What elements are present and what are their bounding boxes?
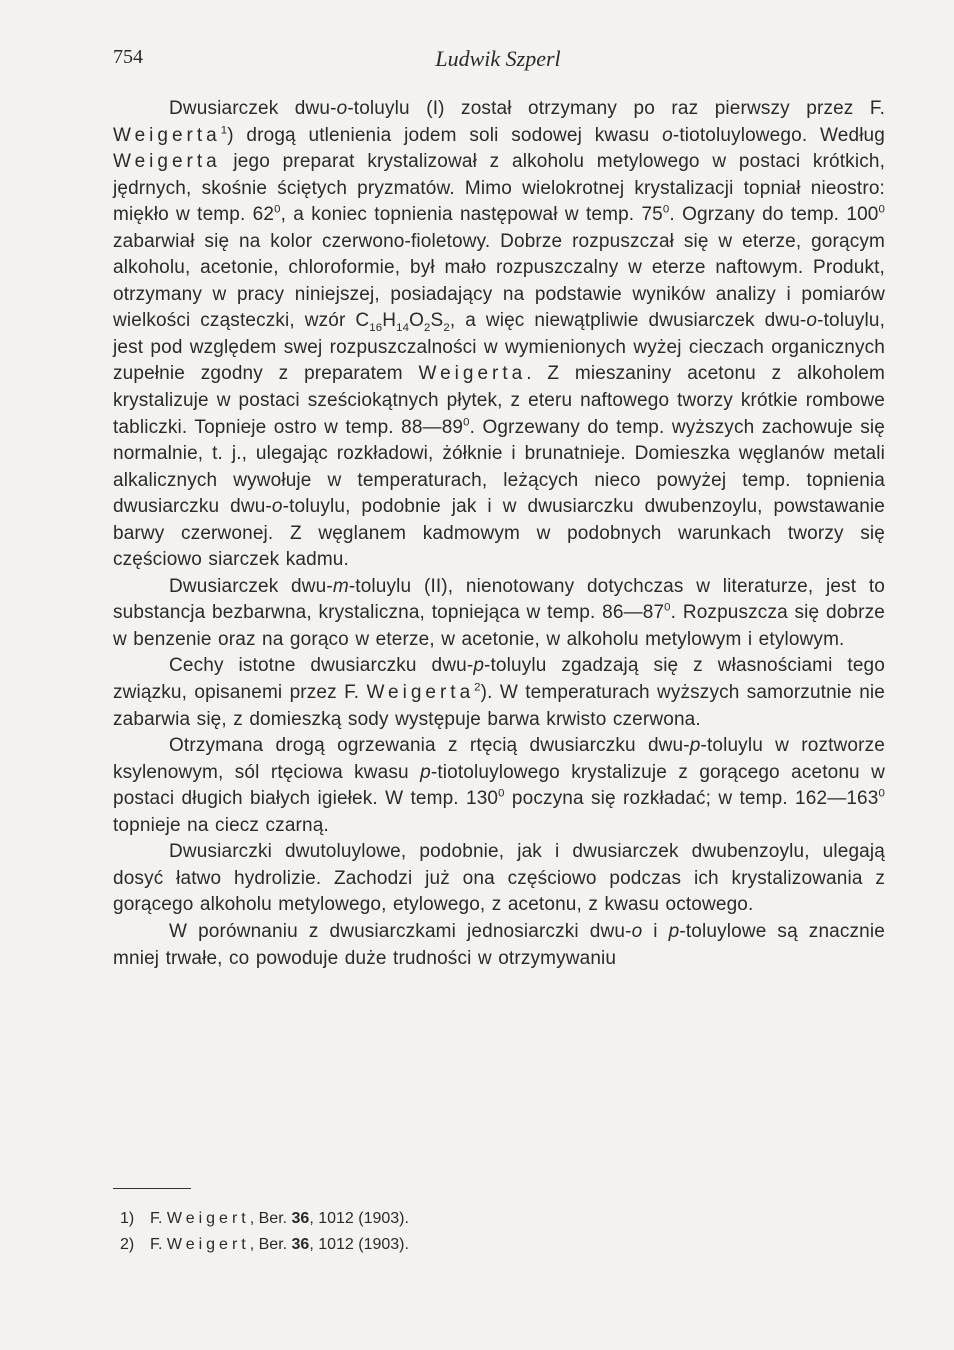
text-run: O	[409, 310, 425, 332]
text-run: topnieje na ciecz czarną.	[113, 814, 329, 836]
text-run: S	[430, 310, 444, 332]
page-header	[113, 46, 883, 76]
text-run: Weigerta	[366, 682, 475, 704]
text-run: poczyna się rozkładać; w temp. 162—163	[504, 788, 879, 810]
text-run: W porównaniu z dwusiarczkami jednosiarczki dwu-	[169, 920, 632, 942]
text-run: F.	[150, 1236, 167, 1253]
text-run: , Ber.	[249, 1236, 292, 1253]
text-run: 0	[878, 203, 885, 216]
text-run: , 1012 (1903).	[309, 1210, 409, 1227]
paragraph	[113, 839, 885, 919]
text-run: , Ber.	[249, 1210, 292, 1227]
text-run: -toluylowe są znacznie mniej trwałe, co powoduje duże trudności w otrzymywaniu	[113, 920, 885, 969]
text-run: -toluylu, podobnie jak i w dwusiarczku dwubenzoylu, powstawanie barwy czerwonej. Z węglanem kadmowym w podobnych warunkach tworzy się częściowo siarczek kadmu.	[113, 496, 886, 571]
text-run: F.	[150, 1210, 167, 1227]
page-number: 754	[113, 46, 143, 68]
text-run: p	[668, 920, 680, 942]
text-run: o	[271, 496, 283, 518]
body-text	[113, 96, 885, 972]
text-run: H	[382, 310, 397, 332]
text-run: o	[336, 98, 348, 119]
footnote	[120, 1232, 820, 1258]
text-run: 16	[369, 322, 383, 335]
footnotes	[120, 1206, 820, 1258]
text-run: o	[806, 310, 818, 332]
text-run: -toluylu (I) został otrzymany po raz pierwszy przez F.	[347, 98, 885, 119]
text-run: Weigert	[166, 1210, 250, 1227]
text-run: 0	[878, 787, 885, 800]
footnote-text	[150, 1236, 409, 1253]
paragraph	[113, 653, 885, 733]
text-run: 36	[291, 1210, 310, 1227]
text-run: 0	[463, 416, 470, 429]
footnote-divider	[113, 1188, 191, 1189]
text-run: -toluylu zgadzają się z własnościami tego związku, opisanemi przez F.	[113, 655, 885, 704]
text-run: 0	[498, 787, 505, 800]
text-run: Otrzymana drogą ogrzewania z rtęcią dwusiarczku dwu-	[169, 735, 690, 757]
paragraph	[113, 733, 885, 839]
text-run: i	[642, 920, 669, 942]
text-run: p	[473, 655, 485, 677]
text-run: 0	[274, 203, 281, 216]
footnote	[120, 1206, 820, 1232]
text-run: Dwusiarczek dwu-	[169, 575, 333, 597]
text-run: Weigerta	[113, 124, 221, 146]
text-run: -tiotoluylowego krystalizuje z gorącego acetonu w postaci długich białych igiełek. W temp. 130	[113, 761, 886, 810]
text-run: -toluylu w roztworze ksylenowym, sól rtęciowa kwasu	[113, 735, 885, 783]
running-title: Ludwik Szperl	[435, 46, 561, 71]
paragraph	[113, 96, 885, 574]
text-run: , 1012 (1903).	[309, 1236, 409, 1253]
paragraph	[113, 919, 885, 972]
text-run: 14	[396, 322, 410, 335]
text-run: m	[332, 575, 349, 597]
text-run: 0	[662, 203, 670, 216]
text-run: Dwusiarczek dwu-	[169, 98, 337, 119]
text-run: jego preparat krystalizował z alkoholu metylowego w postaci krótkich, jędrnych, skośnie ściętych pryzmatów. Mimo wielokrotnej krystalizacji topniał nieostro: miękło w temp. 62	[113, 151, 885, 226]
text-run: 36	[291, 1236, 310, 1253]
text-run: zabarwiał się na kolor czerwono-fioletowy. Dobrze rozpuszczał się w eterze, gorącym alkoholu, acetonie, chloroformie, był mało rozpuszczalny w eterze naftowym. Produkt, otrzymany w pracy niniejszej, posiadający na podstawie wyników analizy i pomiarów wielkości cząsteczki, wzór C	[113, 230, 885, 332]
text-run: -tiotoluylowego. Według	[672, 124, 885, 146]
text-run: 2	[474, 681, 481, 694]
text-run: 2	[424, 322, 431, 335]
text-run: ) drogą utlenienia jodem soli sodowej kwasu	[227, 124, 663, 146]
text-run: 2	[443, 322, 450, 335]
text-run: p	[420, 761, 431, 783]
text-run: -toluylu, jest pod względem swej rozpuszczalności w wymienionych wyżej cieczach organicznych zupełnie zgodny z preparatem	[113, 310, 886, 385]
text-run: -toluylu (II), nienotowany dotychczas w literaturze, jest to substancja bezbarwna, krystaliczna, topniejąca w temp. 86—87	[113, 575, 885, 624]
text-run: . Z mieszaniny acetonu z alkoholem krystalizuje w postaci sześciokątnych płytek, z eteru naftowego tworzy krótkie rombowe tabliczki. Topnieje ostro w temp. 88—89	[113, 363, 886, 438]
text-run: . Ogrzewany do temp. wyższych zachowuje się normalnie, t. j., ulegając rozkładowi, żółknie i brunatnieje. Domieszka węglanów metali alkalicznych wywołuje w temperaturach, leżących nieco powyżej temp. topnienia dwusiarczku dwu-	[113, 416, 885, 518]
text-run: Weigerta	[113, 151, 221, 173]
text-run: o	[631, 920, 643, 942]
text-run: 0	[664, 602, 671, 615]
text-run: . Ogrzany do temp. 100	[669, 204, 879, 226]
text-run: Weigerta	[418, 363, 527, 385]
text-run: , a więc niewątpliwie dwusiarczek dwu-	[449, 310, 807, 332]
footnote-text	[150, 1210, 409, 1227]
paragraph	[113, 574, 885, 654]
text-run: p	[689, 735, 701, 757]
text-run: 1	[220, 124, 228, 137]
text-run: , a koniec topnienia następował w temp. 75	[280, 204, 663, 226]
text-run: Cechy istotne dwusiarczku dwu-	[169, 655, 474, 677]
text-run: Weigert	[166, 1236, 250, 1253]
text-run: ). W temperaturach wyższych samorzutnie nie zabarwia się, z domieszką sody występuje barwa krwisto czerwona.	[113, 682, 885, 730]
text-run: Dwusiarczki dwutoluylowe, podobnie, jak i dwusiarczek dwubenzoylu, ulegają dosyć łatwo hydrolizie. Zachodzi już ona częściowo podczas ich krystalizowania z gorącego alkoholu metylowego, etylowego, z acetonu, z kwasu octowego.	[113, 841, 885, 916]
text-run: . Rozpuszcza się dobrze w benzenie oraz na gorąco w eterze, w acetonie, w alkoholu metylowym i etylowym.	[113, 602, 885, 650]
text-run: o	[662, 124, 673, 146]
footnote-marker: 2)	[120, 1236, 135, 1253]
footnote-marker: 1)	[120, 1210, 135, 1227]
